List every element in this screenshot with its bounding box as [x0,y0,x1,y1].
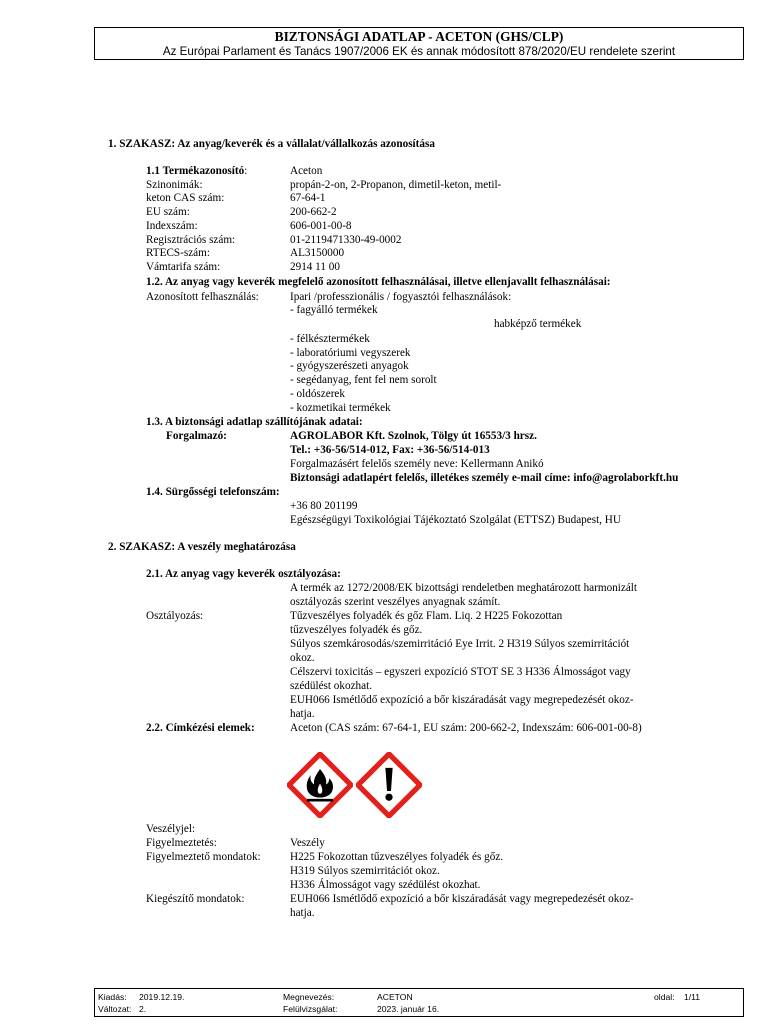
use-item: - segédanyag, fent fel nem sorolt [290,374,437,386]
supplemental-statement: hatja. [290,907,315,919]
emergency-phone-heading: 1.4. Sürgősségi telefonszám: [146,486,280,498]
version-value: 2. [139,1004,147,1014]
classification-line: Tűzveszélyes folyadék és gőz Flam. Liq. 2 H225 Fokozottan [290,610,563,622]
supplemental-statement: EUH066 Ismétlődő expozíció a bőr kiszáradását vagy megrepedezését okoz- [290,893,634,905]
synonyms-label: Szinonimák: [146,179,203,191]
classification-line: szédülést okozhat. [290,680,373,692]
eu-number-value: 200-662-2 [290,206,337,218]
distributor-phone: Tel.: +36-56/514-012, Fax: +36-56/514-013 [290,444,490,456]
classification-line: EUH066 Ismétlődő expozíció a bőr kiszáradását vagy megrepedezését okoz- [290,694,634,706]
eu-number-label: EU szám: [146,206,190,218]
use-item: - oldószerek [290,388,345,400]
classification-line: tűzveszélyes folyadék és gőz. [290,624,423,636]
page-number-label: oldal: [654,992,675,1002]
product-name-label: Megnevezés: [283,992,335,1002]
document-subtitle: Az Európai Parlament és Tanács 1907/2006 EK és annak módosított 878/2020/EU rendelete szerint [162,45,676,58]
use-item: - fagyálló termékek [290,304,378,316]
use-item: - laboratóriumi vegyszerek [290,347,411,359]
hazard-symbol-label: Veszélyjel: [146,823,196,835]
label-elements-value: Aceton (CAS szám: 67-64-1, EU szám: 200-662-2, Indexszám: 606-001-00-8) [290,722,642,734]
responsible-person: Forgalmazásért felelős személy neve: Kellermann Anikó [290,458,544,470]
use-item: habképző termékek [494,318,582,330]
use-item: - félkésztermékek [290,333,370,345]
review-date-label: Felülvizsgálat: [283,1004,338,1014]
classification-intro: A termék az 1272/2008/EK bizottsági rendeletben meghatározott harmonizált [290,582,638,594]
supplemental-statements-label: Kiegészítő mondatok: [146,893,245,905]
document-title: BIZTONSÁGI ADATLAP - ACETON (GHS/CLP) [274,29,564,44]
section-1-heading: 1. SZAKASZ: Az anyag/keverék és a vállalat/vállalkozás azonosítása [108,138,435,150]
classification-heading: 2.1. Az anyag vagy keverék osztályozása: [146,568,341,580]
product-identifier-value: Aceton [290,165,323,177]
distributor-label: Forgalmazó: [166,430,227,442]
label-elements-heading: 2.2. Címkézési elemek: [146,722,255,734]
index-number-value: 606-001-00-8 [290,220,352,232]
product-identifier-label [146,165,247,178]
product-identifier-colon: : [244,165,248,177]
use-item: - gyógyszerészeti anyagok [290,360,409,372]
classification-line: okoz. [290,652,315,664]
hazard-statement: H319 Súlyos szemirritációt okoz. [290,865,440,877]
emergency-service: Egészségügyi Toxikológiai Tájékoztató Szolgálat (ETTSZ) Budapest, HU [290,514,621,526]
section-2-heading: 2. SZAKASZ: A veszély meghatározása [108,541,296,553]
use-item: - kozmetikai termékek [290,402,391,414]
classification-label: Osztályozás: [146,610,204,622]
supplier-heading: 1.3. A biztonsági adatlap szállítójának adatai: [146,416,363,428]
exclamation-icon [356,752,422,818]
uses-intro: Ipari /professzionális / fogyasztói felhasználások: [290,291,512,303]
customs-tariff-label: Vámtarifa szám: [146,261,221,273]
rtecs-value: AL3150000 [290,247,345,259]
customs-tariff-value: 2914 11 00 [290,261,340,273]
document-header [94,27,744,60]
sds-contact-email[interactable]: Biztonsági adatlapért felelős, illetékes személy e-mail címe: info@agrolaborkft.hu [290,472,679,484]
page-number-value: 1/11 [684,992,701,1002]
registration-number-value: 01-2119471330-49-0002 [290,234,402,246]
rtecs-label: RTECS-szám: [146,247,210,259]
flame-icon [287,752,353,818]
emergency-phone-number: +36 80 201199 [290,500,358,512]
issue-date-value: 2019.12.19. [139,992,185,1002]
registration-number-label: Regisztrációs szám: [146,234,236,246]
uses-label: Azonosított felhasználás: [146,291,259,303]
product-identifier-label-text: 1.1 Termékazonosító [146,165,245,177]
cas-value: 67-64-1 [290,192,326,204]
cas-label: keton CAS szám: [146,192,225,204]
issue-date-label: Kiadás: [98,992,127,1002]
classification-line: Súlyos szemkárosodás/szemirritáció Eye Irrit. 2 H319 Súlyos szemirritációt [290,638,630,650]
hazard-statement: H336 Álmosságot vagy szédülést okozhat. [290,879,481,891]
version-label: Változat: [98,1004,132,1014]
signal-word-label: Figyelmeztetés: [146,837,217,849]
hazard-statement: H225 Fokozottan tűzveszélyes folyadék és gőz. [290,851,504,863]
classification-line: hatja. [290,708,315,720]
uses-heading: 1.2. Az anyag vagy keverék megfelelő azonosított felhasználásai, illetve ellenjavallt felhasználásai: [146,276,611,288]
signal-word-value: Veszély [290,837,325,849]
classification-intro: osztályozás szerint veszélyes anyagnak számít. [290,596,501,608]
hazard-statements-label: Figyelmeztető mondatok: [146,851,261,863]
synonyms-value: propán-2-on, 2-Propanon, dimetil-keton, metil- [290,179,502,191]
product-name-value: ACETON [377,992,413,1002]
index-number-label: Indexszám: [146,220,198,232]
review-date-value: 2023. január 16. [377,1004,440,1014]
classification-line: Célszervi toxicitás – egyszeri expozíció STOT SE 3 H336 Álmosságot vagy [290,666,631,678]
distributor-company: AGROLABOR Kft. Szolnok, Tölgy út 16553/3 hrsz. [290,430,537,442]
